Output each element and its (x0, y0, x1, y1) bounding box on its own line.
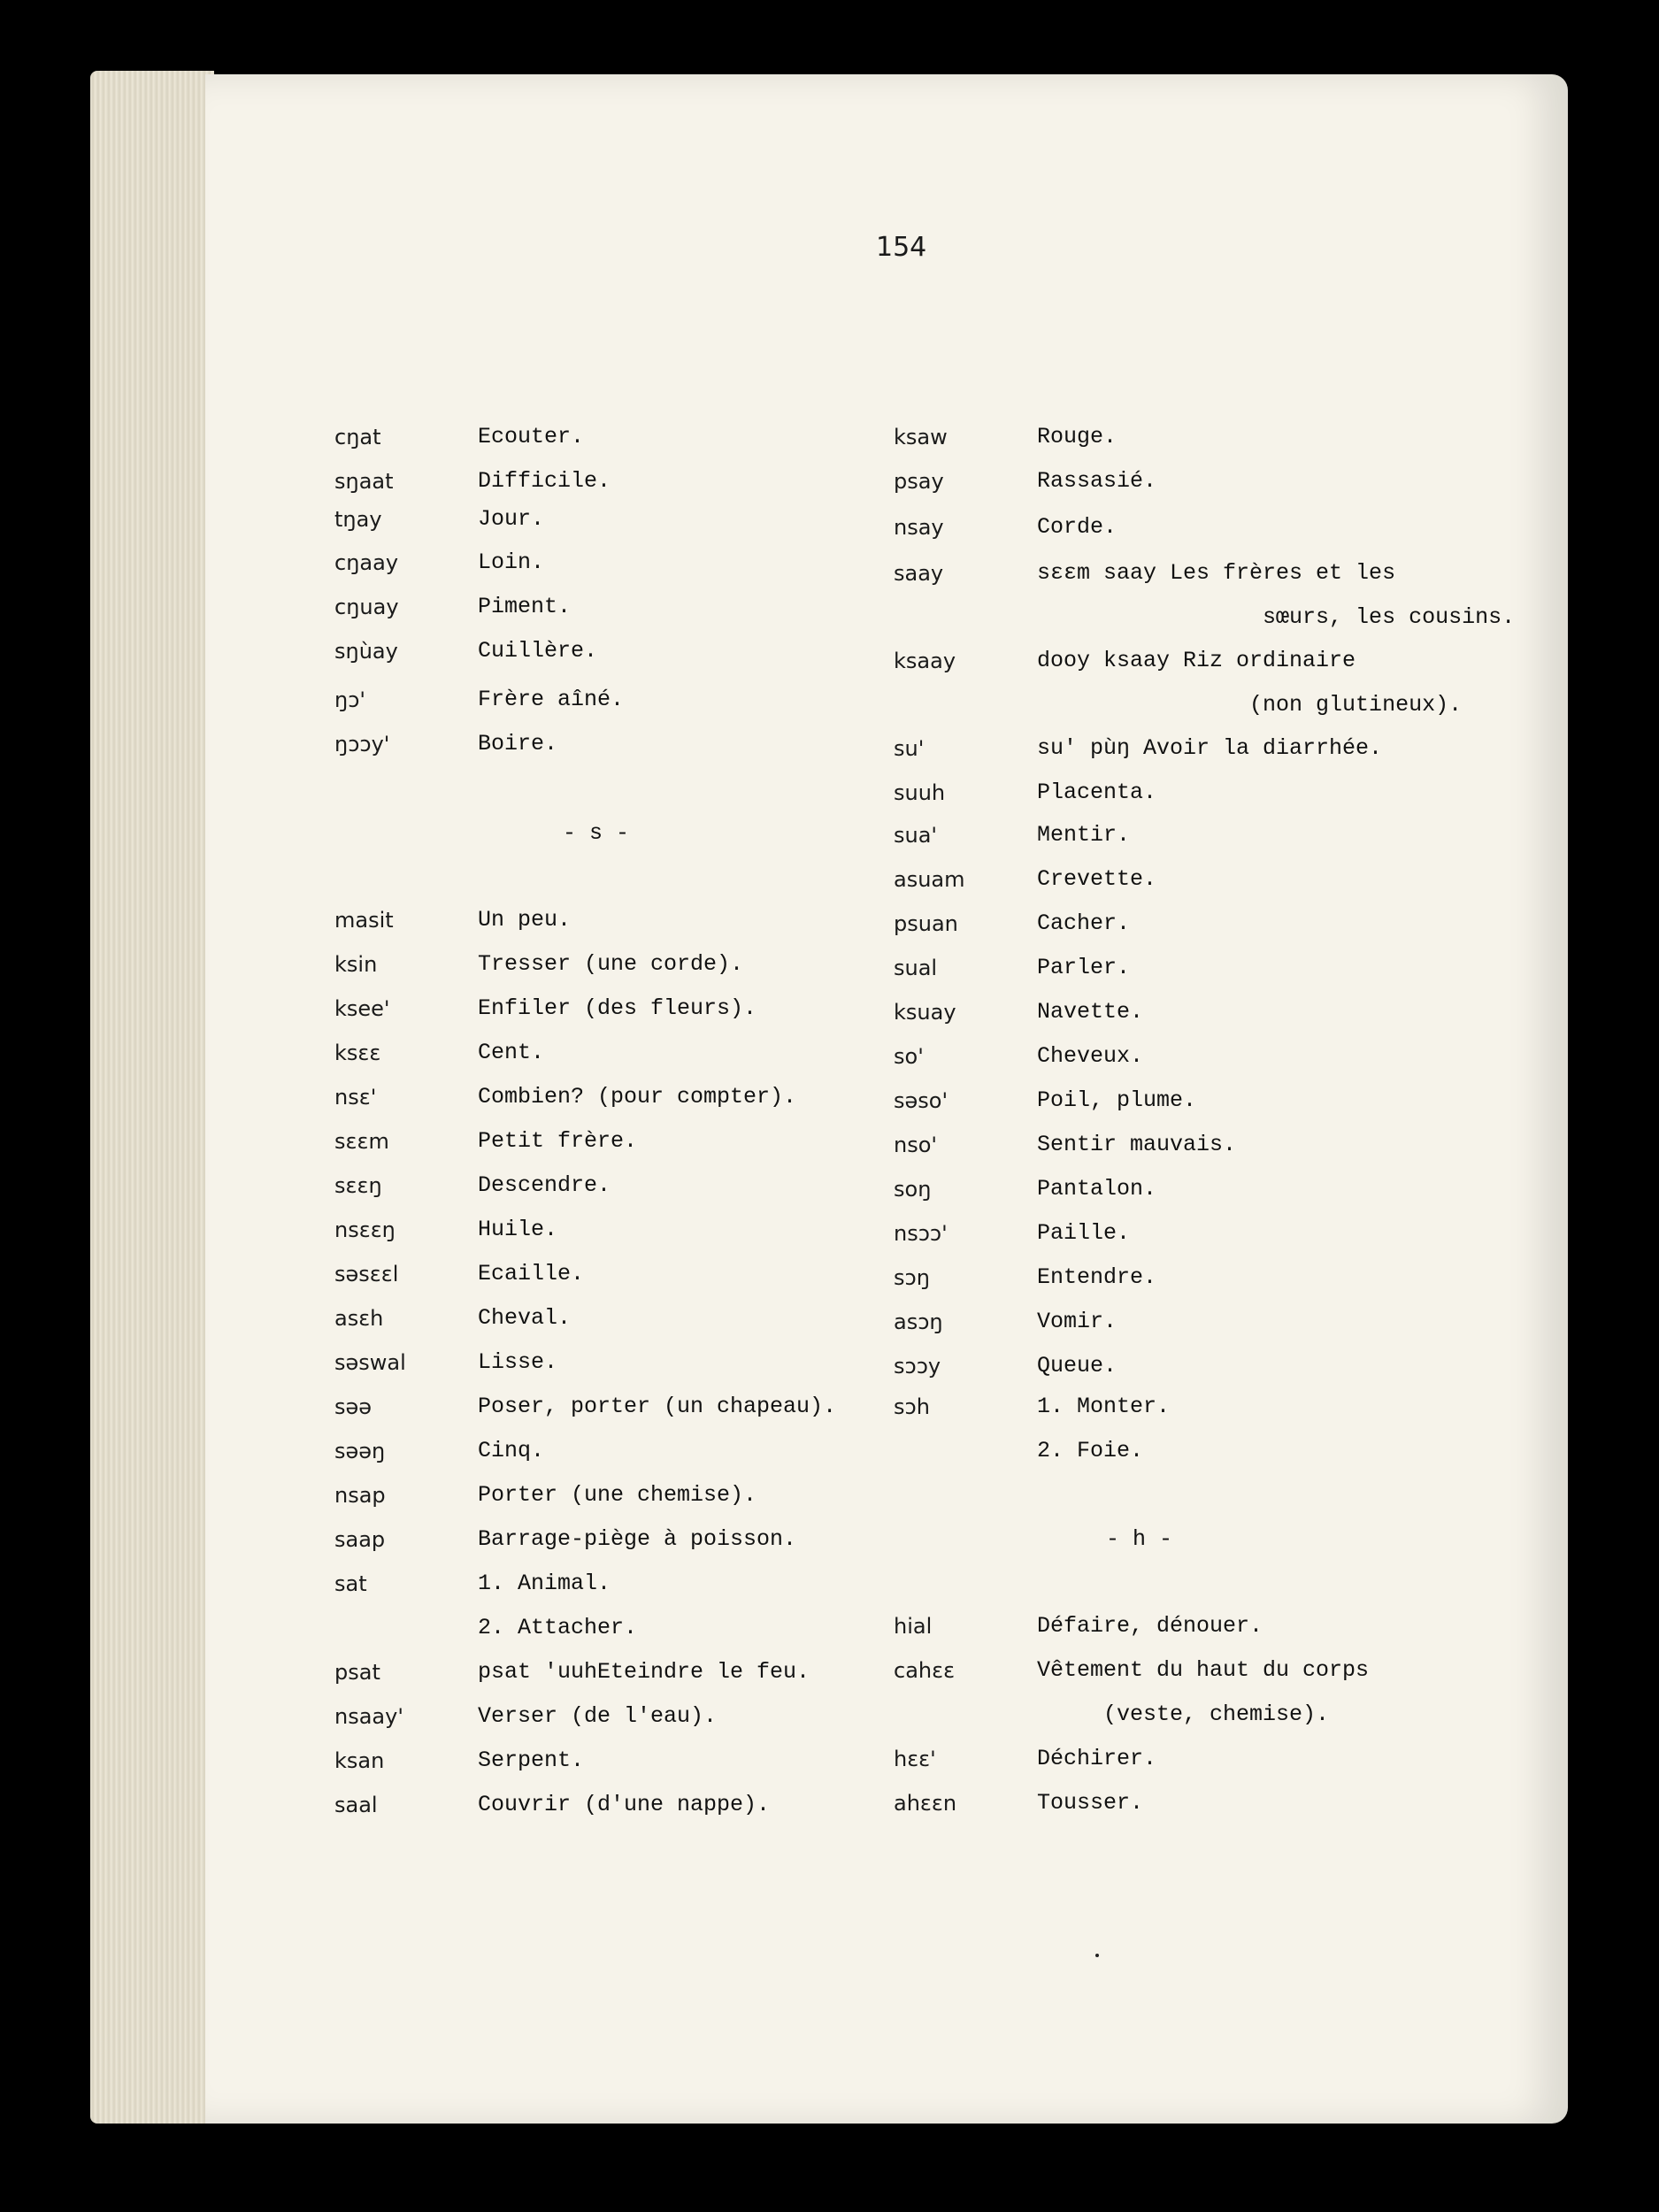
gloss: Enfiler (des fleurs). (478, 995, 757, 1021)
gloss: Tresser (une corde). (478, 951, 744, 977)
headword: ksuay (894, 1000, 956, 1025)
headword: səə (334, 1394, 373, 1419)
gloss: Cacher. (1037, 910, 1131, 936)
headword: sŋùay (334, 639, 398, 664)
gloss: Tousser. (1037, 1790, 1144, 1816)
gloss: 2. Foie. (1037, 1438, 1144, 1463)
gloss: Serpent. (478, 1747, 585, 1773)
headword: ksaw (894, 425, 948, 449)
headword: ŋɔɔy' (334, 732, 390, 757)
headword: səso' (894, 1088, 949, 1113)
gloss: Déchirer. (1037, 1746, 1157, 1771)
gloss: Pantalon. (1037, 1176, 1157, 1202)
headword: asɔŋ (894, 1310, 943, 1334)
headword: suuh (894, 780, 946, 805)
headword: masit (334, 908, 394, 933)
gloss: Petit frère. (478, 1128, 638, 1154)
gloss: Verser (de l'eau). (478, 1703, 718, 1729)
gloss: Queue. (1037, 1353, 1118, 1379)
headword: cŋat (334, 425, 381, 449)
gloss: Jour. (478, 506, 545, 532)
headword: sŋaat (334, 469, 394, 494)
book-page (205, 74, 1568, 2124)
gloss: Vêtement du haut du corps (1037, 1657, 1370, 1683)
headword: sɔŋ (894, 1265, 930, 1290)
gloss: 1. Animal. (478, 1571, 611, 1596)
headword: hɛɛ' (894, 1747, 936, 1771)
headword: nsɔɔ' (894, 1221, 948, 1246)
headword: səəŋ (334, 1439, 386, 1463)
gloss: Placenta. (1037, 780, 1157, 805)
headword: ksan (334, 1748, 385, 1773)
gloss: Sentir mauvais. (1037, 1132, 1237, 1157)
gloss: Poser, porter (un chapeau). (478, 1394, 837, 1419)
gloss: Rassasié. (1037, 468, 1157, 494)
gloss: Un peu. (478, 907, 572, 933)
page-number: 154 (876, 232, 927, 263)
gloss: Loin. (478, 549, 545, 575)
headword: asuam (894, 867, 965, 892)
headword: səswal (334, 1350, 406, 1375)
headword: hial (894, 1614, 933, 1639)
headword: sɛɛm (334, 1129, 389, 1154)
headword: sɔh (894, 1394, 930, 1419)
headword: ŋɔ' (334, 687, 365, 712)
section-separator: - s - (563, 820, 630, 846)
gloss: Ecouter. (478, 424, 585, 449)
headword: sua' (894, 823, 938, 848)
section-separator: - h - (1106, 1526, 1173, 1552)
gloss: psat 'uuhEteindre le feu. (478, 1659, 810, 1685)
headword: saap (334, 1527, 386, 1552)
gloss: Défaire, dénouer. (1037, 1613, 1263, 1639)
headword: psat (334, 1660, 380, 1685)
gloss: Cinq. (478, 1438, 545, 1463)
stray-mark (1095, 1954, 1099, 1957)
gloss: Mentir. (1037, 822, 1131, 848)
headword: so' (894, 1044, 924, 1069)
headword: sɔɔy (894, 1354, 941, 1379)
gloss: Ecaille. (478, 1261, 585, 1286)
headword: cahɛɛ (894, 1658, 956, 1683)
gloss: Poil, plume. (1037, 1087, 1197, 1113)
headword: ksin (334, 952, 378, 977)
headword: nsay (894, 515, 944, 540)
headword: ksee' (334, 996, 390, 1021)
gloss: Couvrir (d'une nappe). (478, 1792, 771, 1817)
headword: saay (894, 561, 944, 586)
gloss: Barrage-piège à poisson. (478, 1526, 797, 1552)
gloss: sœurs, les cousins. (1037, 604, 1516, 630)
gloss: Cheveux. (1037, 1043, 1144, 1069)
gloss: dooy ksaay Riz ordinaire (1037, 648, 1356, 673)
gloss: Piment. (478, 594, 572, 619)
gloss: Paille. (1037, 1220, 1131, 1246)
headword: tŋay (334, 507, 382, 532)
gloss: Descendre. (478, 1172, 611, 1198)
gloss: Cuillère. (478, 638, 598, 664)
gloss: 2. Attacher. (478, 1615, 638, 1640)
gloss: Parler. (1037, 955, 1131, 980)
gloss: Vomir. (1037, 1309, 1118, 1334)
gloss: Cent. (478, 1040, 545, 1065)
headword: sat (334, 1571, 367, 1596)
headword: səsɛɛl (334, 1262, 399, 1286)
headword: cŋuay (334, 595, 399, 619)
headword: saal (334, 1793, 378, 1817)
headword: su' (894, 736, 925, 761)
headword: ksɛɛ (334, 1041, 381, 1065)
gloss: (veste, chemise). (1037, 1701, 1330, 1727)
headword: nsɛ' (334, 1085, 377, 1110)
gloss: Entendre. (1037, 1264, 1157, 1290)
headword: ksaay (894, 649, 956, 673)
headword: nsap (334, 1483, 386, 1508)
gloss: su' pùŋ Avoir la diarrhée. (1037, 735, 1383, 761)
gloss: Difficile. (478, 468, 611, 494)
gloss: Crevette. (1037, 866, 1157, 892)
gloss: Navette. (1037, 999, 1144, 1025)
headword: sɛɛŋ (334, 1173, 382, 1198)
headword: nsaay' (334, 1704, 403, 1729)
gloss: Corde. (1037, 514, 1118, 540)
gloss: Frère aîné. (478, 687, 625, 712)
gloss: Rouge. (1037, 424, 1118, 449)
gloss: Boire. (478, 731, 558, 757)
headword: psay (894, 469, 944, 494)
headword: ahɛɛn (894, 1791, 957, 1816)
gloss: Combien? (pour compter). (478, 1084, 797, 1110)
headword: sual (894, 956, 938, 980)
headword: cŋaay (334, 550, 399, 575)
headword: nso' (894, 1133, 937, 1157)
gloss: 1. Monter. (1037, 1394, 1171, 1419)
headword: soŋ (894, 1177, 932, 1202)
page-stack-edge (90, 71, 214, 2124)
gloss: Huile. (478, 1217, 558, 1242)
gloss: Porter (une chemise). (478, 1482, 757, 1508)
gloss: sɛɛm saay Les frères et les (1037, 560, 1396, 586)
gloss: Cheval. (478, 1305, 572, 1331)
headword: asɛh (334, 1306, 384, 1331)
headword: psuan (894, 911, 958, 936)
gloss: Lisse. (478, 1349, 558, 1375)
headword: nsɛɛŋ (334, 1217, 396, 1242)
gloss: (non glutineux). (1037, 692, 1463, 718)
